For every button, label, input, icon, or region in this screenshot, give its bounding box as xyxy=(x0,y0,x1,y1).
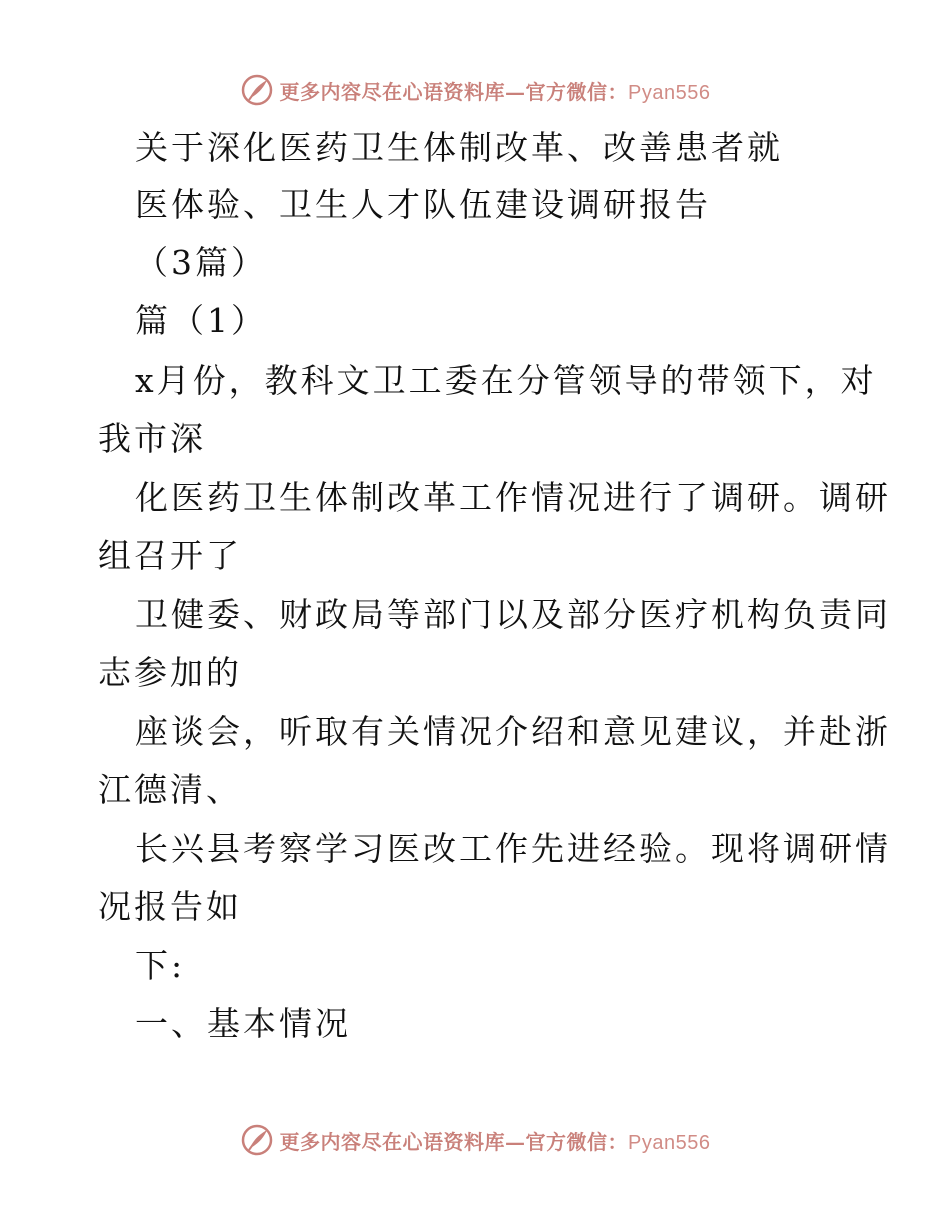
paragraph-line: 志参加的 xyxy=(98,653,242,692)
watermark-footer xyxy=(0,1120,950,1160)
feather-pen-logo-icon xyxy=(240,1123,274,1157)
paragraph-line: 长兴县考察学习医改工作先进经验。现将调研情 xyxy=(135,829,891,868)
watermark-header xyxy=(0,70,950,110)
paragraph-line: 卫健委、财政局等部门以及部分医疗机构负责同 xyxy=(135,595,891,634)
section-heading: 一、基本情况 xyxy=(135,1004,351,1043)
paragraph-line: 组召开了 xyxy=(98,536,242,575)
paragraph-line: 我市深 xyxy=(98,419,206,458)
watermark-text: 更多内容尽在心语资料库—官方微信：Pyan556 xyxy=(279,1129,711,1154)
feather-pen-logo-icon xyxy=(240,73,274,107)
paragraph-line: 下: xyxy=(135,946,186,985)
document-title-line-2: 医体验、卫生人才队伍建设调研报告 xyxy=(135,185,711,224)
paragraph-line: 化医药卫生体制改革工作情况进行了调研。调研 xyxy=(135,478,891,517)
document-subtitle: （3篇） xyxy=(135,243,267,282)
paragraph-line: 江德清、 xyxy=(98,770,242,809)
paragraph-line: 座谈会，听取有关情况介绍和意见建议，并赴浙 xyxy=(135,712,891,751)
paragraph-line: x月份，教科文卫工委在分管领导的带领下，对 xyxy=(135,361,877,400)
paragraph-line: 况报告如 xyxy=(98,887,242,926)
watermark-text: 更多内容尽在心语资料库—官方微信：Pyan556 xyxy=(279,79,711,104)
document-title-line-1: 关于深化医药卫生体制改革、改善患者就 xyxy=(135,128,783,167)
section-label: 篇（1） xyxy=(135,301,267,340)
